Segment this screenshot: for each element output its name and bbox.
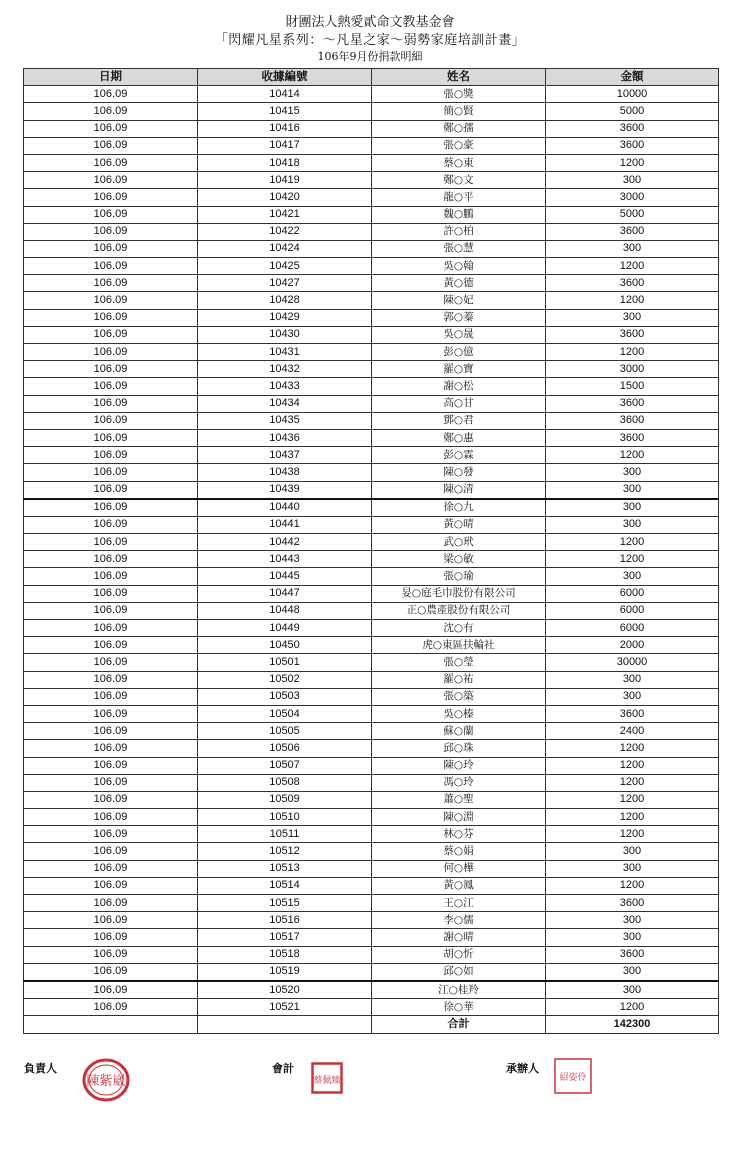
cell-date: 106.09 bbox=[24, 120, 198, 137]
cell-amount: 1200 bbox=[546, 791, 719, 808]
cell-amount: 3600 bbox=[546, 223, 719, 240]
cell-amount: 1200 bbox=[546, 154, 719, 171]
cell-date: 106.09 bbox=[24, 843, 198, 860]
cell-donor-name: 許○柏 bbox=[372, 223, 546, 240]
cell-receipt-number: 10448 bbox=[198, 602, 372, 619]
cell-amount: 3600 bbox=[546, 137, 719, 154]
cell-date: 106.09 bbox=[24, 551, 198, 568]
cell-date: 106.09 bbox=[24, 981, 198, 999]
table-row bbox=[24, 240, 719, 257]
donation-table-container bbox=[23, 68, 718, 1034]
table-row bbox=[24, 223, 719, 240]
cell-receipt-number: 10429 bbox=[198, 309, 372, 326]
cell-receipt-number: 10516 bbox=[198, 912, 372, 929]
cell-receipt-number: 10439 bbox=[198, 481, 372, 499]
cell-date: 106.09 bbox=[24, 895, 198, 912]
cell-receipt-number: 10511 bbox=[198, 826, 372, 843]
cell-receipt-number: 10520 bbox=[198, 981, 372, 999]
cell-date: 106.09 bbox=[24, 585, 198, 602]
cell-date: 106.09 bbox=[24, 395, 198, 412]
total-empty-cell bbox=[198, 1016, 372, 1033]
cell-receipt-number: 10449 bbox=[198, 620, 372, 637]
cell-donor-name: 鄧○君 bbox=[372, 412, 546, 429]
cell-amount: 1200 bbox=[546, 292, 719, 309]
total-row bbox=[24, 1016, 719, 1033]
cell-amount: 1200 bbox=[546, 809, 719, 826]
cell-donor-name: 郭○蓁 bbox=[372, 309, 546, 326]
cell-amount: 1200 bbox=[546, 774, 719, 791]
cell-amount: 3600 bbox=[546, 946, 719, 963]
table-row bbox=[24, 791, 719, 808]
cell-date: 106.09 bbox=[24, 223, 198, 240]
cell-date: 106.09 bbox=[24, 620, 198, 637]
document-header bbox=[0, 14, 740, 63]
cell-date: 106.09 bbox=[24, 275, 198, 292]
cell-receipt-number: 10414 bbox=[198, 86, 372, 103]
cell-donor-name: 虎○東區扶輪社 bbox=[372, 637, 546, 654]
cell-amount: 300 bbox=[546, 688, 719, 705]
cell-amount: 300 bbox=[546, 499, 719, 517]
cell-donor-name: 鄭○文 bbox=[372, 172, 546, 189]
cell-donor-name: 張○築 bbox=[372, 688, 546, 705]
cell-donor-name: 邱○如 bbox=[372, 963, 546, 981]
table-row bbox=[24, 826, 719, 843]
cell-amount: 300 bbox=[546, 464, 719, 481]
cell-date: 106.09 bbox=[24, 757, 198, 774]
table-row bbox=[24, 429, 719, 446]
table-row bbox=[24, 620, 719, 637]
cell-date: 106.09 bbox=[24, 654, 198, 671]
table-row bbox=[24, 361, 719, 378]
cell-donor-name: 徐○九 bbox=[372, 499, 546, 517]
table-header-row bbox=[24, 69, 719, 86]
cell-donor-name: 李○儒 bbox=[372, 912, 546, 929]
cell-amount: 1200 bbox=[546, 447, 719, 464]
cell-date: 106.09 bbox=[24, 826, 198, 843]
cell-receipt-number: 10437 bbox=[198, 447, 372, 464]
table-row bbox=[24, 602, 719, 619]
table-row bbox=[24, 344, 719, 361]
cell-date: 106.09 bbox=[24, 206, 198, 223]
cell-amount: 5000 bbox=[546, 103, 719, 120]
table-row bbox=[24, 189, 719, 206]
cell-amount: 3600 bbox=[546, 275, 719, 292]
cell-receipt-number: 10450 bbox=[198, 637, 372, 654]
cell-receipt-number: 10431 bbox=[198, 344, 372, 361]
table-row bbox=[24, 292, 719, 309]
table-row bbox=[24, 585, 719, 602]
cell-amount: 300 bbox=[546, 172, 719, 189]
cell-receipt-number: 10438 bbox=[198, 464, 372, 481]
cell-receipt-number: 10503 bbox=[198, 688, 372, 705]
cell-donor-name: 張○瑩 bbox=[372, 654, 546, 671]
total-value: 142300 bbox=[546, 1016, 719, 1033]
cell-receipt-number: 10519 bbox=[198, 963, 372, 981]
cell-date: 106.09 bbox=[24, 344, 198, 361]
table-row bbox=[24, 843, 719, 860]
cell-donor-name: 梁○敏 bbox=[372, 551, 546, 568]
table-row bbox=[24, 481, 719, 499]
cell-receipt-number: 10441 bbox=[198, 516, 372, 533]
cell-donor-name: 江○桂羚 bbox=[372, 981, 546, 999]
responsible-seal-text: 陳紫崴 bbox=[86, 1074, 126, 1089]
report-subtitle: 106年9月份捐款明細 bbox=[317, 50, 423, 63]
table-row bbox=[24, 999, 719, 1016]
cell-donor-name: 張○瑜 bbox=[372, 568, 546, 585]
table-row bbox=[24, 275, 719, 292]
cell-date: 106.09 bbox=[24, 464, 198, 481]
donation-table bbox=[23, 68, 719, 1034]
cell-receipt-number: 10517 bbox=[198, 929, 372, 946]
cell-amount: 300 bbox=[546, 309, 719, 326]
cell-amount: 10000 bbox=[546, 86, 719, 103]
accountant-seal-text: 蔡佩臻 bbox=[313, 1076, 341, 1086]
table-row bbox=[24, 946, 719, 963]
cell-donor-name: 正○農產股份有限公司 bbox=[372, 602, 546, 619]
table-row bbox=[24, 654, 719, 671]
cell-date: 106.09 bbox=[24, 946, 198, 963]
table-row bbox=[24, 723, 719, 740]
cell-receipt-number: 10502 bbox=[198, 671, 372, 688]
cell-amount: 3600 bbox=[546, 326, 719, 343]
cell-date: 106.09 bbox=[24, 671, 198, 688]
cell-donor-name: 陳○妃 bbox=[372, 292, 546, 309]
table-row bbox=[24, 499, 719, 517]
cell-receipt-number: 10422 bbox=[198, 223, 372, 240]
cell-amount: 6000 bbox=[546, 602, 719, 619]
cell-receipt-number: 10424 bbox=[198, 240, 372, 257]
table-row bbox=[24, 860, 719, 877]
cell-donor-name: 彭○霖 bbox=[372, 447, 546, 464]
cell-donor-name: 高○甘 bbox=[372, 395, 546, 412]
cell-date: 106.09 bbox=[24, 809, 198, 826]
cell-receipt-number: 10510 bbox=[198, 809, 372, 826]
cell-date: 106.09 bbox=[24, 103, 198, 120]
responsible-seal bbox=[82, 1058, 130, 1106]
cell-donor-name: 蘇○蘭 bbox=[372, 723, 546, 740]
cell-date: 106.09 bbox=[24, 154, 198, 171]
cell-donor-name: 鄭○孺 bbox=[372, 120, 546, 137]
table-row bbox=[24, 568, 719, 585]
cell-receipt-number: 10508 bbox=[198, 774, 372, 791]
cell-receipt-number: 10514 bbox=[198, 877, 372, 894]
cell-date: 106.09 bbox=[24, 637, 198, 654]
table-row bbox=[24, 137, 719, 154]
cell-amount: 3600 bbox=[546, 895, 719, 912]
table-row bbox=[24, 120, 719, 137]
cell-date: 106.09 bbox=[24, 774, 198, 791]
cell-donor-name: 謝○晴 bbox=[372, 929, 546, 946]
table-row bbox=[24, 981, 719, 999]
cell-amount: 1200 bbox=[546, 258, 719, 275]
cell-receipt-number: 10415 bbox=[198, 103, 372, 120]
table-row bbox=[24, 103, 719, 120]
cell-date: 106.09 bbox=[24, 963, 198, 981]
table-row bbox=[24, 258, 719, 275]
cell-amount: 3600 bbox=[546, 395, 719, 412]
cell-donor-name: 彭○億 bbox=[372, 344, 546, 361]
cell-date: 106.09 bbox=[24, 240, 198, 257]
cell-date: 106.09 bbox=[24, 791, 198, 808]
cell-donor-name: 何○樺 bbox=[372, 860, 546, 877]
cell-amount: 1200 bbox=[546, 757, 719, 774]
cell-donor-name: 妟○庭毛巾股份有限公司 bbox=[372, 585, 546, 602]
table-row bbox=[24, 809, 719, 826]
table-row bbox=[24, 326, 719, 343]
cell-donor-name: 龍○平 bbox=[372, 189, 546, 206]
cell-date: 106.09 bbox=[24, 481, 198, 499]
table-row bbox=[24, 740, 719, 757]
cell-receipt-number: 10445 bbox=[198, 568, 372, 585]
cell-date: 106.09 bbox=[24, 499, 198, 517]
cell-date: 106.09 bbox=[24, 172, 198, 189]
table-row bbox=[24, 86, 719, 103]
project-title: 「閃耀凡星系列：～凡星之家～弱勢家庭培訓計畫」 bbox=[214, 33, 526, 48]
cell-receipt-number: 10443 bbox=[198, 551, 372, 568]
cell-donor-name: 蔡○娟 bbox=[372, 843, 546, 860]
cell-date: 106.09 bbox=[24, 534, 198, 551]
cell-amount: 300 bbox=[546, 240, 719, 257]
cell-receipt-number: 10421 bbox=[198, 206, 372, 223]
table-row bbox=[24, 929, 719, 946]
cell-amount: 3000 bbox=[546, 361, 719, 378]
cell-donor-name: 徐○華 bbox=[372, 999, 546, 1016]
cell-receipt-number: 10427 bbox=[198, 275, 372, 292]
column-header-receipt: 收據編號 bbox=[198, 69, 372, 86]
cell-receipt-number: 10432 bbox=[198, 361, 372, 378]
cell-receipt-number: 10434 bbox=[198, 395, 372, 412]
cell-donor-name: 邱○珠 bbox=[372, 740, 546, 757]
cell-receipt-number: 10418 bbox=[198, 154, 372, 171]
cell-date: 106.09 bbox=[24, 326, 198, 343]
cell-donor-name: 武○玳 bbox=[372, 534, 546, 551]
cell-donor-name: 蔡○東 bbox=[372, 154, 546, 171]
cell-date: 106.09 bbox=[24, 361, 198, 378]
total-label: 合計 bbox=[372, 1016, 546, 1033]
table-body bbox=[24, 86, 719, 1016]
cell-amount: 6000 bbox=[546, 620, 719, 637]
cell-donor-name: 陳○玲 bbox=[372, 757, 546, 774]
cell-receipt-number: 10513 bbox=[198, 860, 372, 877]
cell-donor-name: 簡○賢 bbox=[372, 103, 546, 120]
table-row bbox=[24, 912, 719, 929]
cell-receipt-number: 10442 bbox=[198, 534, 372, 551]
cell-date: 106.09 bbox=[24, 877, 198, 894]
cell-amount: 300 bbox=[546, 516, 719, 533]
table-row bbox=[24, 551, 719, 568]
cell-donor-name: 林○芬 bbox=[372, 826, 546, 843]
cell-donor-name: 陳○淵 bbox=[372, 809, 546, 826]
cell-amount: 2000 bbox=[546, 637, 719, 654]
cell-date: 106.09 bbox=[24, 137, 198, 154]
cell-amount: 300 bbox=[546, 963, 719, 981]
handler-label: 承辦人 bbox=[506, 1062, 539, 1075]
cell-amount: 3600 bbox=[546, 412, 719, 429]
cell-amount: 2400 bbox=[546, 723, 719, 740]
cell-receipt-number: 10417 bbox=[198, 137, 372, 154]
cell-donor-name: 吳○翰 bbox=[372, 258, 546, 275]
table-row bbox=[24, 671, 719, 688]
table-row bbox=[24, 963, 719, 981]
cell-amount: 300 bbox=[546, 568, 719, 585]
cell-donor-name: 吳○晟 bbox=[372, 326, 546, 343]
cell-amount: 3600 bbox=[546, 120, 719, 137]
cell-date: 106.09 bbox=[24, 447, 198, 464]
cell-date: 106.09 bbox=[24, 568, 198, 585]
cell-date: 106.09 bbox=[24, 292, 198, 309]
table-row bbox=[24, 412, 719, 429]
cell-donor-name: 張○慧 bbox=[372, 240, 546, 257]
foundation-name: 財團法人熱愛貳命文教基金會 bbox=[285, 15, 455, 30]
cell-amount: 300 bbox=[546, 860, 719, 877]
cell-donor-name: 羅○寶 bbox=[372, 361, 546, 378]
table-row bbox=[24, 757, 719, 774]
cell-donor-name: 沈○有 bbox=[372, 620, 546, 637]
column-header-amount: 金額 bbox=[546, 69, 719, 86]
total-empty-cell bbox=[24, 1016, 198, 1033]
cell-donor-name: 謝○松 bbox=[372, 378, 546, 395]
cell-receipt-number: 10518 bbox=[198, 946, 372, 963]
cell-amount: 300 bbox=[546, 912, 719, 929]
cell-amount: 300 bbox=[546, 929, 719, 946]
cell-amount: 300 bbox=[546, 481, 719, 499]
cell-amount: 1200 bbox=[546, 826, 719, 843]
responsible-label: 負責人 bbox=[24, 1062, 57, 1075]
cell-amount: 5000 bbox=[546, 206, 719, 223]
cell-date: 106.09 bbox=[24, 929, 198, 946]
table-row bbox=[24, 172, 719, 189]
cell-date: 106.09 bbox=[24, 86, 198, 103]
cell-date: 106.09 bbox=[24, 258, 198, 275]
column-header-name: 姓名 bbox=[372, 69, 546, 86]
cell-amount: 6000 bbox=[546, 585, 719, 602]
cell-receipt-number: 10425 bbox=[198, 258, 372, 275]
cell-donor-name: 蕭○聖 bbox=[372, 791, 546, 808]
cell-donor-name: 胡○忻 bbox=[372, 946, 546, 963]
cell-amount: 1500 bbox=[546, 378, 719, 395]
cell-date: 106.09 bbox=[24, 378, 198, 395]
cell-donor-name: 羅○祐 bbox=[372, 671, 546, 688]
cell-donor-name: 吳○榛 bbox=[372, 705, 546, 722]
cell-amount: 1200 bbox=[546, 740, 719, 757]
cell-receipt-number: 10436 bbox=[198, 429, 372, 446]
cell-receipt-number: 10447 bbox=[198, 585, 372, 602]
accountant-label: 會計 bbox=[272, 1062, 294, 1075]
cell-receipt-number: 10428 bbox=[198, 292, 372, 309]
cell-amount: 1200 bbox=[546, 344, 719, 361]
cell-date: 106.09 bbox=[24, 740, 198, 757]
cell-receipt-number: 10419 bbox=[198, 172, 372, 189]
table-row bbox=[24, 447, 719, 464]
cell-amount: 1200 bbox=[546, 551, 719, 568]
table-row bbox=[24, 516, 719, 533]
cell-receipt-number: 10435 bbox=[198, 412, 372, 429]
cell-receipt-number: 10504 bbox=[198, 705, 372, 722]
cell-receipt-number: 10501 bbox=[198, 654, 372, 671]
column-header-date: 日期 bbox=[24, 69, 198, 86]
cell-date: 106.09 bbox=[24, 705, 198, 722]
cell-donor-name: 黃○晴 bbox=[372, 516, 546, 533]
cell-date: 106.09 bbox=[24, 516, 198, 533]
table-row bbox=[24, 877, 719, 894]
cell-receipt-number: 10430 bbox=[198, 326, 372, 343]
cell-receipt-number: 10507 bbox=[198, 757, 372, 774]
cell-donor-name: 王○江 bbox=[372, 895, 546, 912]
cell-amount: 3600 bbox=[546, 429, 719, 446]
cell-donor-name: 鄭○惠 bbox=[372, 429, 546, 446]
cell-date: 106.09 bbox=[24, 189, 198, 206]
cell-date: 106.09 bbox=[24, 860, 198, 877]
cell-amount: 300 bbox=[546, 981, 719, 999]
cell-receipt-number: 10440 bbox=[198, 499, 372, 517]
table-row bbox=[24, 688, 719, 705]
cell-date: 106.09 bbox=[24, 723, 198, 740]
table-row bbox=[24, 395, 719, 412]
cell-receipt-number: 10505 bbox=[198, 723, 372, 740]
table-row bbox=[24, 464, 719, 481]
cell-donor-name: 張○豪 bbox=[372, 137, 546, 154]
cell-date: 106.09 bbox=[24, 999, 198, 1016]
cell-receipt-number: 10521 bbox=[198, 999, 372, 1016]
cell-donor-name: 陳○清 bbox=[372, 481, 546, 499]
table-row bbox=[24, 637, 719, 654]
cell-receipt-number: 10420 bbox=[198, 189, 372, 206]
cell-amount: 30000 bbox=[546, 654, 719, 671]
cell-receipt-number: 10515 bbox=[198, 895, 372, 912]
cell-receipt-number: 10506 bbox=[198, 740, 372, 757]
cell-amount: 300 bbox=[546, 843, 719, 860]
table-row bbox=[24, 774, 719, 791]
cell-date: 106.09 bbox=[24, 412, 198, 429]
cell-amount: 3600 bbox=[546, 705, 719, 722]
cell-donor-name: 黃○德 bbox=[372, 275, 546, 292]
handler-seal bbox=[554, 1058, 592, 1098]
cell-donor-name: 魏○鵬 bbox=[372, 206, 546, 223]
cell-date: 106.09 bbox=[24, 912, 198, 929]
table-row bbox=[24, 154, 719, 171]
cell-donor-name: 馮○玲 bbox=[372, 774, 546, 791]
cell-receipt-number: 10509 bbox=[198, 791, 372, 808]
cell-date: 106.09 bbox=[24, 688, 198, 705]
table-row bbox=[24, 206, 719, 223]
cell-date: 106.09 bbox=[24, 429, 198, 446]
table-row bbox=[24, 705, 719, 722]
handler-seal-text: 紹姿伶 bbox=[559, 1073, 587, 1083]
cell-receipt-number: 10433 bbox=[198, 378, 372, 395]
cell-receipt-number: 10416 bbox=[198, 120, 372, 137]
cell-amount: 3000 bbox=[546, 189, 719, 206]
cell-amount: 1200 bbox=[546, 534, 719, 551]
table-row bbox=[24, 309, 719, 326]
cell-donor-name: 黃○鳳 bbox=[372, 877, 546, 894]
cell-amount: 1200 bbox=[546, 877, 719, 894]
cell-amount: 300 bbox=[546, 671, 719, 688]
cell-donor-name: 陳○發 bbox=[372, 464, 546, 481]
cell-date: 106.09 bbox=[24, 602, 198, 619]
cell-receipt-number: 10512 bbox=[198, 843, 372, 860]
table-row bbox=[24, 378, 719, 395]
table-row bbox=[24, 895, 719, 912]
table-row bbox=[24, 534, 719, 551]
cell-amount: 1200 bbox=[546, 999, 719, 1016]
cell-donor-name: 張○獎 bbox=[372, 86, 546, 103]
accountant-seal bbox=[311, 1062, 343, 1098]
cell-date: 106.09 bbox=[24, 309, 198, 326]
